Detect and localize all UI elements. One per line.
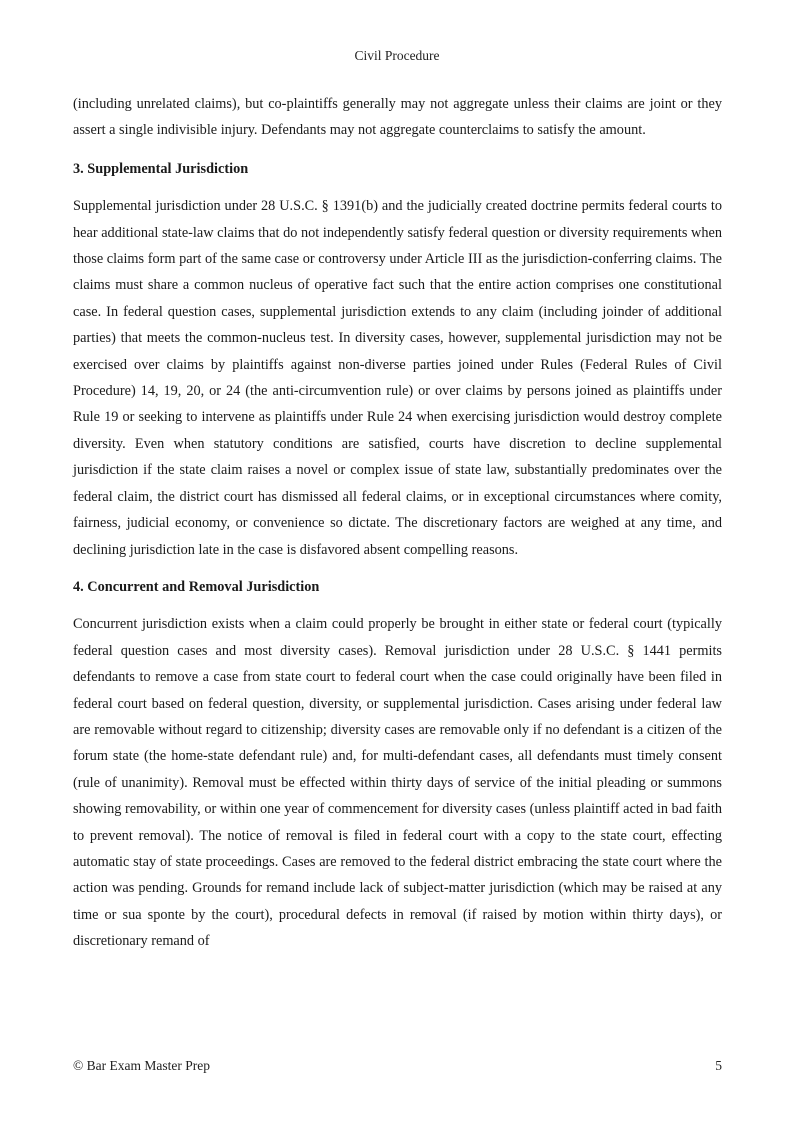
section-paragraph-concurrent-removal-jurisdiction: Concurrent jurisdiction exists when a claim could properly be brought in either state or federal court (typically federal question cases and most diversity cases). Removal jurisdiction under 28 U.S.C. § 1441 permits defendants to remove a case from state court to federal court when the case could originally have been filed in federal court based on federal question, diversity, or supplemental jurisdiction. Cases arising under federal law are removable without regard to citizenship; diversity cases are removable only if no defendant is a citizen of the forum state (the home-state defendant rule) and, for multi-defendant cases, all defendants must timely consent (rule of unanimity). Removal must be effected within thirty days of service of the initial pleading or summons showing removability, or within one year of commencement for diversity cases (unless plaintiff acted in bad faith to prevent removal). The notice of removal is filed in federal court with a copy to the state court, effecting automatic stay of state proceedings. Cases are removed to the federal district embracing the state court where the action was pending. Grounds for remand include lack of subject-matter jurisdiction (which may be raised at any time or sua sponte by the court), procedural defects in removal (if raised by motion within thirty days), or discretionary remand of [73,616,722,950]
section-heading-concurrent-removal-jurisdiction: 4. Concurrent and Removal Jurisdiction [73,578,320,595]
section-paragraph-supplemental-jurisdiction: Supplemental jurisdiction under 28 U.S.C. § 1391(b) and the judicially created doctrine permits federal courts to hear additional state-law claims that do not independently satisfy federal question or diversity requirements when those claims form part of the same case or controversy under Article III as the jurisdiction-conferring claims. The claims must share a common nucleus of operative fact such that the entire action comprises one constitutional case. In federal question cases, supplemental jurisdiction extends to any claim (including joinder of additional parties) that meets the common-nucleus test. In diversity cases, however, supplemental jurisdiction may not be exercised over claims by plaintiffs against non-diverse parties joined under Rules (Federal Rules of Civil Procedure) 14, 19, 20, or 24 (the anti-circumvention rule) or over claims by persons joined as plaintiffs under Rule 19 or seeking to intervene as plaintiffs under Rule 24 when exercising jurisdiction would destroy complete diversity. Even when statutory conditions are satisfied, courts have discretion to decline supplemental jurisdiction if the state claim raises a novel or complex issue of state law, substantially predominates over the federal claim, the district court has dismissed all federal claims, or in exceptional circumstances where comity, fairness, judicial economy, or convenience so dictate. The discretionary factors are weighed at any time, and declining jurisdiction late in the case is disfavored absent compelling reasons. [73,198,722,558]
running-footer [73,1058,722,1074]
page-number: 5 [715,1058,722,1073]
section-heading-supplemental-jurisdiction: 3. Supplemental Jurisdiction [73,160,249,177]
footer-copyright: © Bar Exam Master Prep [73,1058,210,1073]
body-content [73,91,722,955]
running-header: Civil Procedure [354,48,440,63]
intro-paragraph: (including unrelated claims), but co-plaintiffs generally may not aggregate unless their claims are joint or they assert a single indivisible injury. Defendants may not aggregate counterclaims to satisfy the amount. [73,96,722,139]
